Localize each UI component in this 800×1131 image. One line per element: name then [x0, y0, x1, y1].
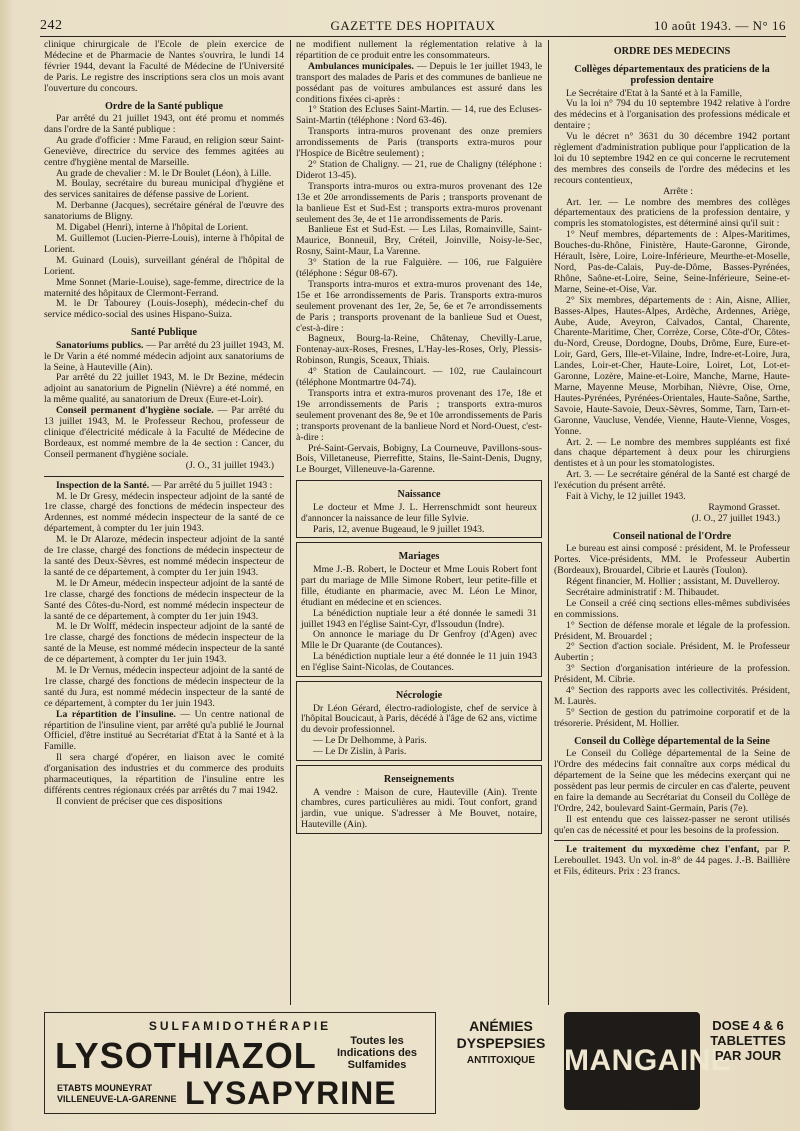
paragraph: M. le Dr Alaroze, médecin inspecteur adjoint de la santé de 1re classe, chargé des fonctions de médecin inspecteur de la santé des Deux-Sèvres, est nommé médecin inspecteur de la santé de ce département, à compter du 1er juin 1943.	[44, 534, 284, 578]
source-citation: (J. O., 27 juillet 1943.)	[691, 512, 780, 524]
paragraph: On annonce le mariage du Dr Genfroy (d'Agen) avec Mlle le Dr Quarante (de Coutances).	[301, 629, 537, 652]
section-heading: Santé Publique	[131, 327, 197, 339]
paragraph: Transports intra-muros et extra-muros provenant des 14e, 15e et 16e arrondissements de Paris. Transports extra-muros seulement provenant des 1er, 2e, 5e, 6e et 7e arrondissements de Paris ; transports provenant de la banlieue Sud et Ouest, c'est-à-dire :	[296, 278, 542, 334]
classifieds-box	[296, 765, 542, 834]
paragraph-text: — Par arrêté du 13 juillet 1943, M. le Professeur Rechou, professeur de clinique d'électricité médicale à la Faculté de Médecine de Bordeaux, est nommé membre de la 4e section : Cancer, du Conseil permanent d'hygiène sociale.	[44, 405, 284, 460]
paragraph: — Le Dr Delhomme, à Paris.	[313, 735, 427, 747]
ad-tagline: Toutes les Indications des Sulfamides	[336, 1035, 418, 1071]
paragraph: Au grade de chevalier : M. le Dr Boulet (Léon), à Lille.	[56, 167, 272, 179]
paragraph: Art. 3. — Le secrétaire général de la Santé est chargé de l'exécution du présent arrêté.	[554, 469, 790, 492]
paragraph: Arrête :	[663, 185, 693, 197]
paragraph	[44, 406, 284, 461]
paragraph: M. Guillemot (Lucien-Pierre-Louis), interne à l'hôpital de Lorient.	[44, 233, 284, 255]
obituary-box	[296, 681, 542, 761]
column-2	[296, 40, 542, 1005]
ad-line: DYSPEPSIES	[456, 1035, 546, 1051]
paragraph: Pré-Saint-Gervais, Bobigny, La Courneuve, Pavillons-sous-Bois, Villetaneuse, Pierrefitte, Stains, Ile-Saint-Denis, Dugny, Le Bourget, Villeneuve-la-Garenne.	[296, 442, 542, 476]
runin-heading: Conseil permanent d'hygiène sociale.	[56, 405, 214, 417]
paragraph: Banlieue Est et Sud-Est. — Les Lilas, Romainville, Saint-Maurice, Bonneuil, Bry, Créteil, Joinville, Noisy-le-Sec, Rosny, Saint-Maur, La Varenne.	[296, 224, 542, 258]
issue-date: 10 août 1943. — N° 16	[654, 18, 786, 33]
paragraph: 4° Section des rapports avec les collectivités. Président, M. Laurès.	[554, 685, 790, 707]
paragraph: Par arrêté du 21 juillet 1943, ont été promu et nommés dans l'ordre de la Santé publique :	[44, 113, 284, 135]
paragraph: M. Derbanne (Jacques), secrétaire général de l'œuvre des sanatoriums de Bligny.	[44, 200, 284, 223]
ad-heading: SULFAMIDOTHÉRAPIE	[148, 1019, 332, 1033]
section-heading: Naissance	[397, 489, 441, 501]
divider	[554, 840, 790, 841]
source-citation: (J. O., 31 juillet 1943.)	[185, 459, 274, 471]
paragraph: M. le Dr Vernus, médecin inspecteur adjoint de la santé de 1re classe, chargé des fonctions de médecin inspecteur de la santé du Jura, est nommé médecin inspecteur de la santé de ce département, à compter du 1er juin 1943.	[44, 665, 284, 709]
runin-heading: Le traitement du myxœdème chez l'enfant,	[566, 844, 760, 856]
dose-ad	[708, 1018, 788, 1063]
paragraph: La bénédiction nuptiale leur a été donnée le 11 juin 1943 en l'église Saint-Nicolas, de Coutances.	[301, 651, 537, 674]
paragraph: 2° Station de Chaligny. — 21, rue de Chaligny (téléphone : Diderot 13-45).	[296, 158, 542, 181]
paragraph: Le Conseil a créé cinq sections elles-mêmes subdivisées en commissions.	[554, 597, 790, 620]
lysothiazol-ad	[44, 1012, 436, 1114]
column-rule	[290, 40, 291, 1005]
paragraph: M. le Dr Tabourey (Louis-Joseph), médecin-chef du service médico-social des usines Hispano-Suiza.	[44, 298, 284, 321]
paragraph: Art. 2. — Le nombre des membres suppléants est fixé dans chaque département à deux pour les chirurgiens dentistes et à un pour les stomatologistes.	[554, 436, 790, 470]
column-3	[554, 40, 790, 1005]
paragraph: Il sera chargé d'opérer, en liaison avec le comité d'organisation des industries et du commerce des produits pharmaceutiques, la répartition de l'insuline entre les différents centres régionaux créés par arrêtés du 7 mai 1942.	[44, 752, 284, 796]
paragraph: Vu la loi n° 794 du 10 septembre 1942 relative à l'ordre des médecins et à l'organisation des professions médicale et dentaire ;	[554, 98, 790, 132]
paragraph: Transports intra et extra-muros provenant des 17e, 18e et 19e arrondissements de Paris ; transports extra-muros seulement provenant des 8e, 9e et 10e arrondissements de Paris ; transports provenant de la banlieue Nord et Nord-Ouest, c'est-à-dire :	[296, 388, 542, 443]
paragraph-text: — Par arrêté du 5 juillet 1943 :	[149, 479, 273, 491]
journal-title: GAZETTE DES HOPITAUX	[330, 18, 496, 33]
paragraph: 3° Station de la rue Falguière. — 106, rue Falguière (téléphone : Ségur 08-67).	[296, 257, 542, 280]
runin-heading: La répartition de l'insuline.	[56, 708, 176, 720]
paragraph: 2° Section d'action sociale. Président, M. le Professeur Aubertin ;	[554, 641, 790, 664]
paragraph: Transports intra-muros provenant des onze premiers arrondissements de Paris (transports extra-muros pour l'Hospice de Bicêtre seulement) ;	[296, 126, 542, 160]
paragraph	[44, 341, 284, 374]
paragraph: — Le Dr Zislin, à Paris.	[313, 746, 407, 758]
paragraph: 1° Neuf membres, départements de : Alpes-Maritimes, Bouches-du-Rhône, Finistère, Haute-Garonne, Gironde, Hérault, Isère, Loire, Loire-Inférieure, Meurthe-et-Moselle, Nord, Pas-de-Calais, Puy-de-Dôme, Basses-Pyrénées, Rhône, Saône-et-Loire, Seine, Seine-Inférieure, Seine-et-Marne, Seine-et-Oise, Var.	[554, 229, 790, 295]
paragraph	[44, 481, 284, 492]
paragraph: Il est entendu que ces laissez-passer ne seront utilisés qu'en cas de nécessité et pour les besoins de la profession.	[554, 813, 790, 836]
paragraph: Par arrêté du 22 juillet 1943, M. le Dr Bezine, médecin adjoint au sanatorium de Pignelin (Nièvre) a été nommé, en la même qualité, au sanatorium de Dreux (Eure-et-Loir).	[44, 372, 284, 406]
paragraph: Transports intra-muros ou extra-muros provenant des 12e 13e et 20e arrondissements de Paris ; transports provenant de la banlieue Est et Sud-Est ; transports extra-muros provenant seulement des 3e, 4e et 11e arrondissements de Paris.	[296, 180, 542, 225]
signature: Raymond Grasset.	[708, 501, 780, 513]
paragraph: M. Digabel (Henri), interne à l'hôpital de Lorient.	[56, 222, 249, 234]
section-heading: ORDRE DES MEDECINS	[613, 46, 731, 57]
ad-brand: LYSOTHIAZOL	[55, 1035, 317, 1076]
paragraph: M. Boulay, secrétaire du bureau municipal d'hygiène et des services sanitaires de défense passive de Lorient.	[44, 178, 284, 201]
paragraph: Le docteur et Mme J. L. Herrenschmidt sont heureux d'annoncer la naissance de leur fille Sylvie.	[301, 501, 537, 524]
paragraph: Mme Sonnet (Marie-Louise), sage-femme, directrice de la maternité des hôpitaux de Clermont-Ferrand.	[44, 276, 284, 299]
paragraph: 1° Station des Ecluses Saint-Martin. — 14, rue des Ecluses-Saint-Martin (téléphone : Nord 63-46).	[296, 104, 542, 127]
paragraph: Vu le décret n° 3631 du 30 décembre 1942 portant règlement d'administration publique pour l'application de la loi du 10 septembre 1942 en ce qui concerne le recrutement des membres des conseils de l'ordre des médecins et les recours contentieux,	[554, 131, 790, 186]
paragraph: La bénédiction nuptiale leur a été donnée le samedi 31 juillet 1943 en l'église Saint-Cyr, d'Issoudun (Indre).	[301, 607, 537, 630]
advertisement-strip	[40, 1012, 786, 1112]
section-heading: Collèges départementaux des praticiens de la profession dentaire	[574, 63, 770, 86]
paragraph: M. le Dr Gresy, médecin inspecteur adjoint de la santé de 1re classe, chargé des fonctions de médecin inspecteur des Ardennes, est nommé médecin inspecteur de la santé de ce département, à compter du 1er juin 1943.	[44, 490, 284, 535]
paragraph: clinique chirurgicale de l'Ecole de plein exercice de Médecine et de Pharmacie de Nantes s'ouvrira, le lundi 14 février 1944, devant la Faculté de Médecine de l'Université de Paris. Le registre des inscriptions sera clos un mois avant l'ouverture du concours.	[44, 40, 284, 94]
section-heading: Conseil national de l'Ordre	[612, 530, 732, 542]
paragraph-text: par P. Lereboullet. 1943. Un vol. in-8° de 44 pages. J.-B. Baillière et Fils, éditeurs. Prix : 23 francs.	[554, 844, 790, 878]
paragraph: Dr Léon Gérard, électro-radiologiste, chef de service à l'hôpital Boucicaut, à Paris, décédé à l'âge de 62 ans, victime du devoir professionnel.	[301, 702, 537, 736]
ad-manufacturer-town: VILLENEUVE-LA-GARENNE	[57, 1094, 177, 1104]
ad-line: PAR JOUR	[714, 1048, 782, 1063]
paragraph: M. Guinard (Louis), surveillant général de l'hôpital de Lorient.	[44, 254, 284, 277]
paragraph-text: — Depuis le 1er juillet 1943, le transport des malades de Paris et des communes de banlieue ne possédant pas de voitures ambulances est assuré dans les conditions fixées ci-après :	[296, 60, 542, 105]
paragraph: 3° Section d'organisation intérieure de la profession. Président, M. Cibrie.	[554, 663, 790, 686]
ad-line: TABLETTES	[710, 1033, 786, 1048]
paragraph: 2° Six membres, départements de : Ain, Aisne, Allier, Basses-Alpes, Hautes-Alpes, Ardèche, Ardennes, Ariège, Aube, Aude, Aveyron, Calvados, Cantal, Charente, Charente-Maritime, Cher, Corrèze, Corse, Côte-d'Or, Côtes-du-Nord, Creuse, Dordogne, Doubs, Drôme, Eure, Eure-et-Loir, Gard, Gers, Ille-et-Vilaine, Indre, Indre-et-Loire, Jura, Landes, Loir-et-Cher, Haute-Loire, Loiret, Lot, Lot-et-Garonne, Lozère, Maine-et-Loire, Manche, Marne, Haute-Marne, Mayenne Meuse, Morbihan, Nièvre, Oise, Orne, Hautes-Pyrénées, Pyrénées-Orientales, Haute-Saône, Sarthe, Savoie, Haute-Savoie, Deux-Sèvres, Somme, Tarn, Tarn-et-Garonne, Vaucluse, Vendée, Vienne, Haute-Vienne, Vosges, Yonne.	[554, 294, 790, 437]
paragraph	[44, 710, 284, 754]
paragraph: 5° Section de gestion du patrimoine corporatif et de la trésorerie. Président, M. Hollier.	[554, 706, 790, 729]
column-1	[44, 40, 284, 1005]
paragraph: Le bureau est ainsi composé : président, M. le Professeur Portes. Vice-présidents, MM. le Professeur Aubertin (Bordeaux), Brouardel, Cibrie et Laurès (Toulon).	[554, 543, 790, 577]
paragraph: Le Secrétaire d'Etat à la Santé et à la Famille,	[566, 87, 743, 99]
paragraph-text: — Un centre national de répartition de l'insuline vient, par arrêté qu'a publié le Journal Officiel, d'être institué au Secrétariat d'Etat à la Santé et à la Famille.	[44, 708, 284, 753]
column-rule	[548, 40, 549, 1005]
paragraph: Mme J.-B. Robert, le Docteur et Mme Louis Robert font part du mariage de Mlle Simone Robert, leur petite-fille et fille, étudiante en pharmacie, avec M. Léon Le Minor, étudiant en médecine et en sciences.	[301, 563, 537, 608]
ad-line: ANÉMIES	[469, 1018, 533, 1034]
paragraph	[554, 845, 790, 878]
paragraph: 1° Section de défense morale et légale de la profession. Président, M. Brouardel ;	[554, 619, 790, 642]
paragraph	[296, 62, 542, 106]
birth-notice-box	[296, 480, 542, 538]
ad-line: ANTITOXIQUE	[466, 1055, 536, 1066]
paragraph: Art. 1er. — Le nombre des membres des collèges départementaux des praticiens de la profession dentaire, y compris les stomatologistes, est déterminé ainsi qu'il suit :	[554, 196, 790, 230]
mangaine-ad: MANGAINE	[564, 1012, 700, 1110]
paragraph: Régent financier, M. Hollier ; assistant, M. Duvelleroy.	[566, 575, 780, 587]
section-heading: Mariages	[398, 551, 440, 563]
runin-heading: Sanatoriums publics.	[56, 339, 144, 351]
paragraph-text: — Par arrêté du 23 juillet 1943, M. le Dr Varin a été nommé médecin adjoint aux sanatoriums de la Seine, à Hauteville (Ain).	[44, 339, 284, 373]
runin-heading: Inspection de la Santé.	[56, 479, 150, 491]
paragraph: Secrétaire administratif : M. Thibaudet.	[566, 586, 720, 598]
section-heading: Nécrologie	[395, 690, 443, 702]
page-header	[40, 14, 786, 37]
section-heading: Conseil du Collège départemental de la Seine	[574, 735, 770, 747]
paragraph: M. le Dr Wolff, médecin inspecteur adjoint de la santé de 1re classe, chargé des fonctions de médecin inspecteur de la santé de la Meuse, est nommé médecin inspecteur de la santé de ce département, à compter du 1er juin 1943.	[44, 621, 284, 666]
runin-heading: Ambulances municipales.	[308, 60, 414, 72]
ad-manufacturer	[57, 1083, 177, 1105]
paragraph: Au grade d'officier : Mme Faraud, en religion sœur Saint-Geneviève, directrice du service des femmes agitées au centre d'hygiène mental de Marseille.	[44, 134, 284, 168]
paragraph: A vendre : Maison de cure, Hauteville (Ain). Trente chambres, cures particulières au midi. Tout confort, grand jardin, vue unique. S'adresser à Me Bouvet, notaire, Hauteville (Ain).	[301, 786, 537, 831]
paragraph: M. le Dr Ameur, médecin inspecteur adjoint de la santé de 1re classe, chargé des fonctions de médecin inspecteur de la Santé des Côtes-du-Nord, est nommé médecin inspecteur de la santé de ce département, à compter du 1er juin 1943.	[44, 577, 284, 622]
paragraph: ne modifient nullement la réglementation relative à la répartition de ce produit entre les consommateurs.	[296, 40, 542, 61]
ad-manufacturer-name: ETABTS MOUNEYRAT	[57, 1083, 153, 1093]
paragraph: Le Conseil du Collège départemental de la Seine de l'Ordre des médecins fait connaître aux corps médical du département de la Seine que les médecins exerçant qui ne possèdent pas leur permis de circuler en cas d'alerte, peuvent en faire la demande au Secrétariat du Conseil du Collège de l'Ordre, 242, boulevard Saint-Germain, Paris (7e).	[554, 748, 790, 814]
divider	[44, 476, 284, 477]
ad-brand: LYSAPYRINE	[185, 1075, 397, 1111]
paragraph: Il convient de préciser que ces dispositions	[56, 795, 223, 807]
marriages-box	[296, 542, 542, 677]
section-heading: Renseignements	[383, 774, 455, 786]
paragraph: Bagneux, Bourg-la-Reine, Châtenay, Chevilly-Larue, Fontenay-aux-Roses, Fresnes, L'Hay-les-Roses, Orly, Plessis-Robinson, Rungis, Sceaux, Thiais.	[296, 333, 542, 367]
section-heading: Ordre de la Santé publique	[104, 100, 224, 112]
anemies-ad	[442, 1018, 560, 1098]
paragraph: Paris, 12, avenue Bugeaud, le 9 juillet 1943.	[313, 523, 485, 535]
ad-line: DOSE 4 & 6	[712, 1018, 784, 1033]
page-number: 242	[40, 18, 63, 33]
paragraph: 4° Station de Caulaincourt. — 102, rue Caulaincourt (téléphone Montmartre 04-74).	[296, 366, 542, 389]
paragraph: Fait à Vichy, le 12 juillet 1943.	[566, 491, 686, 503]
